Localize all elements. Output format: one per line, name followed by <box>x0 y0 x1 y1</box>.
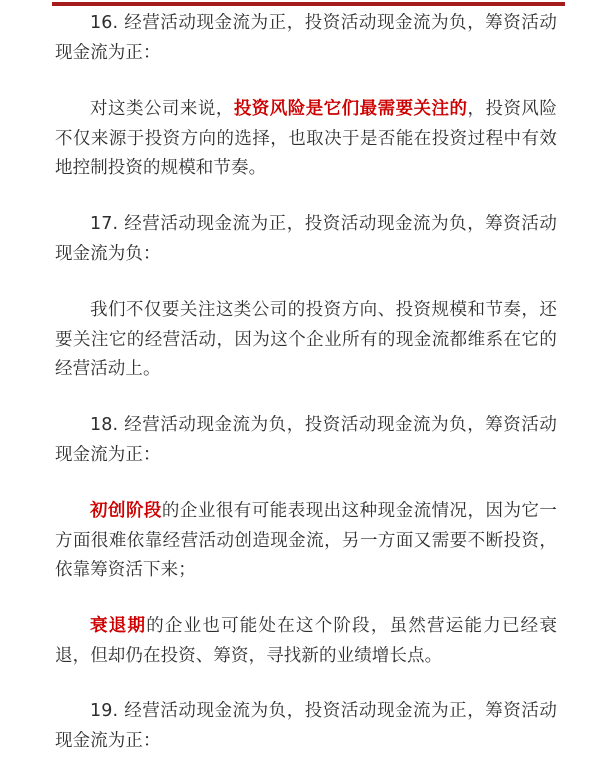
item-19-heading: 19. 经营活动现金流为负，投资活动现金流为正，筹资活动现金流为正： <box>55 701 557 751</box>
block-spacer <box>55 671 557 697</box>
block-spacer <box>55 586 557 612</box>
item-16-heading: 16. 经营活动现金流为正，投资活动现金流为负，筹资活动现金流为正： <box>55 13 557 63</box>
item-18-body-b-tail: 的企业也可能处在这个阶段，虽然营运能力已经衰退，但却仍在投资、筹资，寻找新的业绩增长点。 <box>55 615 557 666</box>
block-spacer <box>55 470 557 497</box>
item-16-body <box>55 95 557 184</box>
top-red-rule-divider <box>52 2 565 6</box>
item-17-body <box>55 296 557 385</box>
item-18-body-a-tail: 的企业很有可能表现出这种现金流情况，因为它一方面很难依靠经营活动创造现金流，另一方面又需要不断投资，依靠筹资活下来； <box>55 501 557 581</box>
block-spacer <box>55 385 557 411</box>
item-18-body-b-highlight: 衰退期 <box>90 615 147 636</box>
item-16-body-tail: ，投资风险不仅来源于投资方向的选择，也取决于是否能在投资过程中有效地控制投资的规模和节奏。 <box>55 99 557 179</box>
item-18-heading: 18. 经营活动现金流为负，投资活动现金流为负，筹资活动现金流为正： <box>55 414 557 465</box>
item-18-body-startup <box>55 497 557 586</box>
item-18-body-a-highlight: 初创阶段 <box>90 501 162 522</box>
item-18-body-decline <box>55 612 557 671</box>
block-spacer <box>55 68 557 95</box>
item-16-body-lead: 对这类公司来说， <box>90 99 234 120</box>
block-spacer <box>55 184 557 210</box>
item-16-body-highlight: 投资风险是它们最需要关注的 <box>233 99 468 120</box>
item-17-heading: 17. 经营活动现金流为正，投资活动现金流为负，筹资活动现金流为负： <box>55 213 557 264</box>
item-17-body-tail: 我们不仅要关注这类公司的投资方向、投资规模和节奏，还要关注它的经营活动，因为这个企业所有的现金流都维系在它的经营活动上。 <box>55 300 557 380</box>
block-spacer <box>55 269 557 296</box>
document-content <box>55 9 557 756</box>
